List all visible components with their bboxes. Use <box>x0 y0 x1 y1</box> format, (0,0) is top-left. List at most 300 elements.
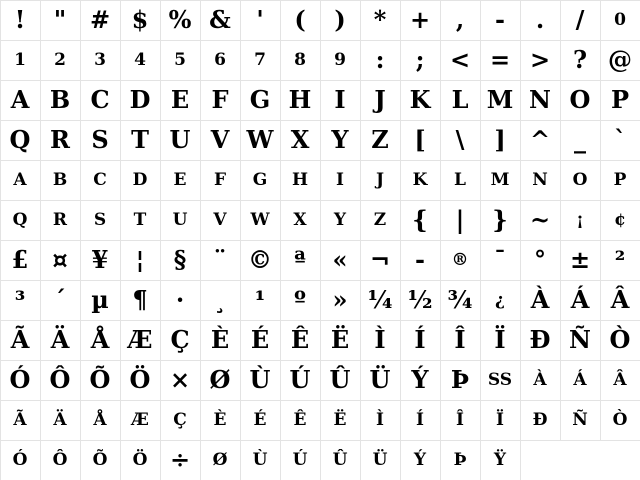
glyph-cell[interactable] <box>320 80 360 120</box>
glyph-cell[interactable] <box>240 360 280 400</box>
glyph: 2 <box>54 49 66 70</box>
glyph-cell[interactable] <box>120 400 160 440</box>
glyph-cell[interactable] <box>440 360 480 400</box>
glyph: 6 <box>214 49 226 70</box>
glyph-cell[interactable] <box>400 440 440 480</box>
glyph-cell[interactable] <box>480 360 520 400</box>
glyph-cell[interactable] <box>200 440 240 480</box>
glyph-cell[interactable] <box>40 400 80 440</box>
glyph: £ <box>11 245 29 274</box>
glyph: G <box>252 169 268 190</box>
glyph: B <box>49 85 71 114</box>
glyph-cell[interactable] <box>280 240 320 280</box>
glyph-cell[interactable] <box>560 240 600 280</box>
glyph-cell[interactable] <box>320 320 360 360</box>
glyph-cell[interactable] <box>280 80 320 120</box>
glyph-cell[interactable] <box>400 280 440 320</box>
glyph-cell[interactable] <box>80 240 120 280</box>
glyph-cell[interactable] <box>320 200 360 240</box>
glyph: Æ <box>131 409 149 430</box>
empty-cell <box>600 440 640 480</box>
glyph-cell[interactable] <box>480 200 520 240</box>
glyph-cell[interactable] <box>520 280 560 320</box>
glyph-cell[interactable] <box>400 120 440 160</box>
glyph-cell[interactable] <box>80 320 120 360</box>
glyph-cell[interactable] <box>480 280 520 320</box>
glyph-cell[interactable] <box>600 120 640 160</box>
glyph: Ú <box>289 365 311 394</box>
glyph-cell[interactable] <box>600 200 640 240</box>
glyph-cell[interactable] <box>280 320 320 360</box>
glyph-cell[interactable] <box>560 0 600 40</box>
glyph-cell[interactable] <box>480 120 520 160</box>
glyph-cell[interactable] <box>560 40 600 80</box>
glyph: µ <box>91 285 109 314</box>
glyph-cell[interactable] <box>0 240 40 280</box>
glyph-cell[interactable] <box>80 280 120 320</box>
glyph: - <box>415 245 425 274</box>
glyph: ; <box>415 45 425 74</box>
glyph: Ö <box>132 449 148 470</box>
glyph-cell[interactable] <box>280 120 320 160</box>
glyph-cell[interactable] <box>320 0 360 40</box>
glyph: Ò <box>609 325 631 354</box>
glyph-cell[interactable] <box>320 280 360 320</box>
glyph-cell[interactable] <box>40 440 80 480</box>
glyph: Â <box>613 369 627 390</box>
glyph-cell[interactable] <box>360 200 400 240</box>
glyph-cell[interactable] <box>0 400 40 440</box>
glyph-cell[interactable] <box>80 120 120 160</box>
glyph: S <box>91 125 109 154</box>
glyph: ¿ <box>495 289 505 310</box>
glyph-cell[interactable] <box>320 360 360 400</box>
glyph-cell[interactable] <box>280 400 320 440</box>
glyph-cell[interactable] <box>200 80 240 120</box>
glyph-cell[interactable] <box>80 80 120 120</box>
glyph: : <box>375 45 385 74</box>
glyph-cell[interactable] <box>120 280 160 320</box>
glyph-cell[interactable] <box>440 240 480 280</box>
glyph: | <box>455 205 465 234</box>
glyph: ¡ <box>576 209 584 230</box>
glyph: Þ <box>453 449 467 470</box>
glyph-cell[interactable] <box>360 400 400 440</box>
glyph: 4 <box>134 49 146 70</box>
glyph-cell[interactable] <box>160 440 200 480</box>
glyph-cell[interactable] <box>600 280 640 320</box>
glyph: E <box>173 169 187 190</box>
glyph-cell[interactable] <box>40 160 80 200</box>
glyph: ¥ <box>91 245 109 274</box>
glyph-cell[interactable] <box>240 120 280 160</box>
glyph-cell[interactable] <box>480 440 520 480</box>
glyph-cell[interactable] <box>280 40 320 80</box>
glyph-cell[interactable] <box>200 160 240 200</box>
glyph-cell[interactable] <box>80 40 120 80</box>
glyph-cell[interactable] <box>400 320 440 360</box>
glyph-cell[interactable] <box>400 40 440 80</box>
glyph-cell[interactable] <box>40 320 80 360</box>
glyph-cell[interactable] <box>280 440 320 480</box>
glyph-cell[interactable] <box>80 400 120 440</box>
glyph-cell[interactable] <box>360 160 400 200</box>
glyph-cell[interactable] <box>440 80 480 120</box>
glyph-cell[interactable] <box>440 120 480 160</box>
glyph-cell[interactable] <box>120 160 160 200</box>
glyph: 8 <box>294 49 306 70</box>
glyph: K <box>409 85 431 114</box>
glyph: = <box>489 45 511 74</box>
glyph-cell[interactable] <box>120 120 160 160</box>
glyph: * <box>373 5 387 34</box>
glyph: Å <box>90 325 110 354</box>
glyph-cell[interactable] <box>80 160 120 200</box>
glyph-cell[interactable] <box>280 200 320 240</box>
glyph: ) <box>334 5 346 34</box>
glyph-cell[interactable] <box>320 440 360 480</box>
glyph: Ö <box>129 365 151 394</box>
glyph-cell[interactable] <box>120 200 160 240</box>
glyph: R <box>50 125 70 154</box>
glyph-cell[interactable] <box>280 360 320 400</box>
glyph-cell[interactable] <box>160 240 200 280</box>
glyph: Í <box>416 409 424 430</box>
glyph-cell[interactable] <box>400 360 440 400</box>
glyph-cell[interactable] <box>320 240 360 280</box>
glyph-cell[interactable] <box>200 120 240 160</box>
glyph: ÷ <box>169 445 191 474</box>
glyph: ¹ <box>254 285 266 314</box>
glyph: 9 <box>334 49 346 70</box>
glyph: + <box>409 5 431 34</box>
glyph: 7 <box>254 49 266 70</box>
glyph: 0 <box>614 9 626 30</box>
glyph-cell[interactable] <box>80 200 120 240</box>
glyph-cell[interactable] <box>600 160 640 200</box>
glyph-cell[interactable] <box>600 320 640 360</box>
glyph: Ý <box>411 365 429 394</box>
glyph: Ø <box>209 365 231 394</box>
glyph: N <box>532 169 548 190</box>
glyph-cell[interactable] <box>0 120 40 160</box>
glyph-cell[interactable] <box>40 40 80 80</box>
glyph: Ï <box>496 409 504 430</box>
glyph-cell[interactable] <box>240 200 280 240</box>
glyph-cell[interactable] <box>240 440 280 480</box>
glyph: Õ <box>89 365 111 394</box>
glyph-cell[interactable] <box>360 440 400 480</box>
glyph-cell[interactable] <box>120 360 160 400</box>
glyph-cell[interactable] <box>160 280 200 320</box>
glyph-cell[interactable] <box>560 280 600 320</box>
glyph-cell[interactable] <box>280 160 320 200</box>
glyph: / <box>575 5 585 34</box>
glyph: Ð <box>532 409 548 430</box>
glyph-cell[interactable] <box>40 0 80 40</box>
glyph: Ù <box>252 449 268 470</box>
glyph: ( <box>294 5 306 34</box>
glyph-cell[interactable] <box>560 360 600 400</box>
glyph-cell[interactable] <box>120 0 160 40</box>
glyph-cell[interactable] <box>480 40 520 80</box>
glyph-cell[interactable] <box>480 240 520 280</box>
glyph: ¬ <box>369 245 391 274</box>
glyph-cell[interactable] <box>200 200 240 240</box>
glyph: L <box>454 169 466 190</box>
glyph: ¨ <box>214 245 226 274</box>
glyph-cell[interactable] <box>160 120 200 160</box>
glyph: T <box>133 209 147 230</box>
glyph-cell[interactable] <box>0 320 40 360</box>
glyph-cell[interactable] <box>200 240 240 280</box>
glyph: A <box>13 169 27 190</box>
glyph: W <box>250 209 270 230</box>
glyph-cell[interactable] <box>320 160 360 200</box>
glyph-cell[interactable] <box>440 320 480 360</box>
glyph: U <box>172 209 188 230</box>
glyph: E <box>170 85 190 114</box>
glyph-cell[interactable] <box>80 360 120 400</box>
glyph: Î <box>454 325 466 354</box>
glyph: X <box>290 125 310 154</box>
glyph-cell[interactable] <box>400 0 440 40</box>
glyph-cell[interactable] <box>400 160 440 200</box>
glyph: ` <box>614 125 626 154</box>
glyph-cell[interactable] <box>120 80 160 120</box>
glyph: Ø <box>212 449 228 470</box>
glyph-cell[interactable] <box>200 0 240 40</box>
glyph-cell[interactable] <box>280 280 320 320</box>
glyph-cell[interactable] <box>440 280 480 320</box>
glyph: ³ <box>14 285 26 314</box>
glyph-cell[interactable] <box>0 280 40 320</box>
glyph: É <box>250 325 270 354</box>
glyph: » <box>332 285 348 314</box>
glyph-cell[interactable] <box>520 360 560 400</box>
glyph-cell[interactable] <box>400 240 440 280</box>
glyph: C <box>90 85 110 114</box>
glyph: J <box>374 85 386 114</box>
glyph: ? <box>572 45 588 74</box>
glyph: 1 <box>14 49 26 70</box>
glyph-cell[interactable] <box>80 440 120 480</box>
glyph-cell[interactable] <box>0 0 40 40</box>
glyph: Ô <box>52 449 68 470</box>
glyph-cell[interactable] <box>240 0 280 40</box>
glyph: O <box>572 169 588 190</box>
glyph-cell[interactable] <box>160 0 200 40</box>
glyph: Å <box>93 409 107 430</box>
glyph-cell[interactable] <box>320 400 360 440</box>
glyph-cell[interactable] <box>520 320 560 360</box>
glyph: & <box>209 5 231 34</box>
glyph: Y <box>333 209 347 230</box>
glyph-cell[interactable] <box>560 120 600 160</box>
glyph: M <box>486 85 514 114</box>
glyph: ¦ <box>135 245 145 274</box>
glyph: Û <box>332 449 348 470</box>
glyph: Â <box>610 285 630 314</box>
glyph: N <box>529 85 551 114</box>
glyph-cell[interactable] <box>520 200 560 240</box>
glyph: P <box>613 169 627 190</box>
glyph-cell[interactable] <box>600 360 640 400</box>
glyph-cell[interactable] <box>520 40 560 80</box>
glyph: V <box>213 209 227 230</box>
glyph: @ <box>608 45 632 74</box>
glyph-cell[interactable] <box>360 320 400 360</box>
glyph-cell[interactable] <box>520 0 560 40</box>
glyph: ~ <box>529 205 551 234</box>
glyph-cell[interactable] <box>200 320 240 360</box>
glyph-cell[interactable] <box>120 240 160 280</box>
glyph: O <box>569 85 591 114</box>
glyph-cell[interactable] <box>120 40 160 80</box>
glyph-cell[interactable] <box>120 320 160 360</box>
glyph-cell[interactable] <box>360 360 400 400</box>
glyph: SS <box>487 369 513 390</box>
glyph-cell[interactable] <box>480 400 520 440</box>
glyph-cell[interactable] <box>160 160 200 200</box>
glyph-cell[interactable] <box>400 400 440 440</box>
glyph: ' <box>256 5 264 34</box>
glyph-cell[interactable] <box>440 40 480 80</box>
glyph-cell[interactable] <box>160 400 200 440</box>
glyph-cell[interactable] <box>600 400 640 440</box>
glyph-cell[interactable] <box>160 80 200 120</box>
glyph-cell[interactable] <box>320 40 360 80</box>
glyph-cell[interactable] <box>40 280 80 320</box>
glyph: É <box>253 409 267 430</box>
glyph-cell[interactable] <box>440 0 480 40</box>
glyph-cell[interactable] <box>560 400 600 440</box>
glyph-cell[interactable] <box>440 200 480 240</box>
glyph-cell[interactable] <box>240 280 280 320</box>
glyph-cell[interactable] <box>400 200 440 240</box>
glyph-cell[interactable] <box>400 80 440 120</box>
glyph-cell[interactable] <box>560 160 600 200</box>
glyph-cell[interactable] <box>520 400 560 440</box>
glyph-cell[interactable] <box>320 120 360 160</box>
glyph: Ã <box>10 325 30 354</box>
glyph-cell[interactable] <box>160 200 200 240</box>
glyph-cell[interactable] <box>200 360 240 400</box>
glyph-cell[interactable] <box>160 320 200 360</box>
glyph: \ <box>455 125 465 154</box>
glyph-cell[interactable] <box>560 200 600 240</box>
glyph: ¶ <box>132 285 148 314</box>
glyph-cell[interactable] <box>600 0 640 40</box>
glyph-cell[interactable] <box>40 240 80 280</box>
glyph: º <box>294 285 306 314</box>
glyph-cell[interactable] <box>480 0 520 40</box>
glyph-cell[interactable] <box>480 160 520 200</box>
glyph: Ë <box>330 325 350 354</box>
glyph: Ü <box>372 449 388 470</box>
glyph: Í <box>414 325 426 354</box>
glyph: Ð <box>529 325 551 354</box>
glyph-cell[interactable] <box>360 0 400 40</box>
glyph-cell[interactable] <box>440 400 480 440</box>
glyph: ± <box>569 245 591 274</box>
glyph: Y <box>331 125 349 154</box>
glyph-cell[interactable] <box>360 120 400 160</box>
glyph: Ù <box>249 365 271 394</box>
glyph: Î <box>456 409 464 430</box>
glyph-cell[interactable] <box>80 0 120 40</box>
glyph-cell[interactable] <box>0 80 40 120</box>
glyph-cell[interactable] <box>480 320 520 360</box>
glyph-cell[interactable] <box>0 200 40 240</box>
glyph-cell[interactable] <box>600 40 640 80</box>
glyph: > <box>529 45 551 74</box>
glyph-cell[interactable] <box>600 80 640 120</box>
glyph: Ò <box>612 409 628 430</box>
glyph: X <box>293 209 307 230</box>
glyph: ª <box>294 245 306 274</box>
glyph: H <box>288 85 312 114</box>
glyph-cell[interactable] <box>0 440 40 480</box>
glyph-cell[interactable] <box>160 360 200 400</box>
glyph: § <box>173 245 187 274</box>
glyph-cell[interactable] <box>520 120 560 160</box>
glyph: ^ <box>529 125 551 154</box>
glyph-cell[interactable] <box>360 40 400 80</box>
glyph-cell[interactable] <box>600 240 640 280</box>
glyph-cell[interactable] <box>240 160 280 200</box>
glyph-cell[interactable] <box>360 280 400 320</box>
glyph-cell[interactable] <box>120 440 160 480</box>
glyph-cell[interactable] <box>40 80 80 120</box>
glyph-cell[interactable] <box>240 400 280 440</box>
glyph-cell[interactable] <box>560 320 600 360</box>
glyph: Ñ <box>569 325 591 354</box>
glyph-cell[interactable] <box>360 240 400 280</box>
glyph-cell[interactable] <box>440 160 480 200</box>
glyph-cell[interactable] <box>240 40 280 80</box>
glyph-cell[interactable] <box>200 280 240 320</box>
glyph-cell[interactable] <box>0 40 40 80</box>
glyph-cell[interactable] <box>360 80 400 120</box>
glyph-cell[interactable] <box>240 320 280 360</box>
glyph: ½ <box>407 285 433 314</box>
glyph: Ï <box>494 325 506 354</box>
glyph-cell[interactable] <box>0 360 40 400</box>
glyph: ¯ <box>494 245 506 274</box>
glyph-cell[interactable] <box>200 40 240 80</box>
glyph-cell[interactable] <box>160 40 200 80</box>
glyph-cell[interactable] <box>40 120 80 160</box>
glyph: T <box>131 125 149 154</box>
glyph-cell[interactable] <box>280 0 320 40</box>
glyph-cell[interactable] <box>480 80 520 120</box>
glyph: Ä <box>53 409 67 430</box>
glyph-cell[interactable] <box>520 80 560 120</box>
glyph-cell[interactable] <box>240 240 280 280</box>
glyph-cell[interactable] <box>40 200 80 240</box>
glyph: È <box>210 325 230 354</box>
glyph-cell[interactable] <box>520 160 560 200</box>
glyph-cell[interactable] <box>520 240 560 280</box>
glyph-cell[interactable] <box>440 440 480 480</box>
glyph-cell[interactable] <box>200 400 240 440</box>
glyph-cell[interactable] <box>560 80 600 120</box>
glyph-cell[interactable] <box>0 160 40 200</box>
glyph-cell[interactable] <box>240 80 280 120</box>
glyph: A <box>10 85 30 114</box>
glyph-cell[interactable] <box>40 360 80 400</box>
